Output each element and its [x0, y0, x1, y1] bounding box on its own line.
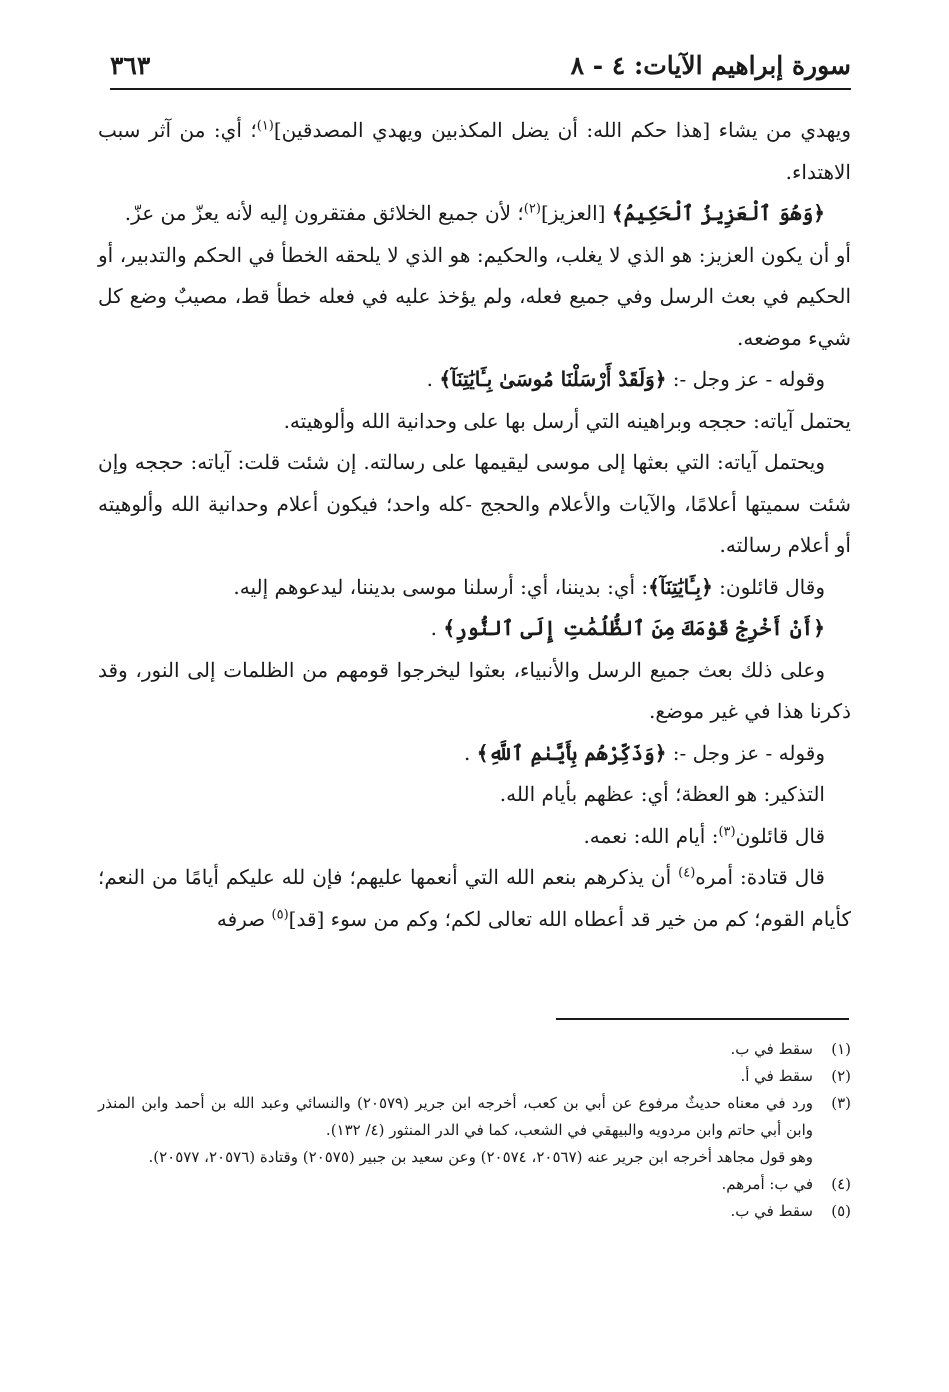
- footnote-ref-5: (٥): [271, 906, 289, 922]
- footnote-number: (٣): [831, 1094, 851, 1112]
- quran-verse: ﴿وَهُوَ ٱلْعَزِيزُ ٱلْحَكِيمُ﴾: [611, 201, 825, 225]
- paragraph-7: وقال قائلون: ﴿بِـَٔايَٰتِنَآ﴾: أي: بديننا، أي: أرسلنا موسى بديننا، ليدعوهم إليه.: [233, 574, 825, 599]
- paragraph-8: ﴿أَنْ أَخْرِجْ قَوْمَكَ مِنَ ٱلظُّلُمَٰتِ إِلَى ٱلنُّورِ﴾ .: [430, 616, 825, 640]
- footnote-text: سقط في أ.: [740, 1067, 813, 1085]
- main-text: [98, 110, 851, 940]
- paragraph-4: وقوله - عز وجل -: ﴿وَلَقَدْ أَرْسَلْنَا مُوسَىٰ بِـَٔايَٰتِنَآ﴾ .: [426, 367, 825, 391]
- footnote-text: سقط في ب.: [730, 1202, 813, 1220]
- paragraph-12: قال قائلون$^{(٣)}$: أيام الله: نعمه.: [583, 823, 825, 848]
- quran-verse: ﴿أَنْ أَخْرِجْ قَوْمَكَ مِنَ ٱلظُّلُمَٰتِ إِلَى ٱلنُّورِ﴾: [443, 616, 825, 640]
- paragraph-5: يحتمل آياته: حججه وبراهينه التي أرسل بها على وحدانية الله وألوهيته.: [283, 408, 851, 433]
- page-number: ٣٦٣: [110, 51, 151, 80]
- quran-verse: ﴿وَذَكِّرْهُم بِأَيَّىٰمِ ٱللَّهِ﴾: [476, 740, 667, 765]
- footnote-number: (٤): [831, 1175, 851, 1193]
- footnote-1: [98, 1036, 851, 1063]
- quran-verse: ﴿بِـَٔايَٰتِنَآ﴾: [648, 574, 713, 599]
- footnote-text-continued: وهو قول مجاهد أخرجه ابن جرير عنه (٢٠٥٦٧، ٢٠٥٧٤) وعن سعيد بن جبير (٢٠٥٧٥) وقتادة (٢٠٥٧٦، ٢٠٥٧٧).: [148, 1148, 813, 1166]
- footnote-ref-4: (٤): [678, 865, 696, 881]
- footnote-ref-1: (١): [256, 118, 274, 134]
- footnote-ref-3: (٣): [718, 823, 736, 839]
- paragraph-6: ويحتمل آياته: التي بعثها إلى موسى ليقيمها على رسالته. إن شئت قلت: آياته: حججه وإن شئت سميتها أعلامًا، والآيات والأعلام والحجج -كله واحد؛ فيكون أعلام وحدانية الله وألوهيته أو أعلام رسالته.: [98, 450, 851, 557]
- paragraph-11: التذكير: هو العظة؛ أي: عظهم بأيام الله.: [499, 782, 825, 806]
- footnote-5: [98, 1198, 851, 1225]
- footnote-2: [98, 1063, 851, 1090]
- footnote-4: [98, 1171, 851, 1198]
- paragraph-2: ﴿وَهُوَ ٱلْعَزِيزُ ٱلْحَكِيمُ﴾ [العزيز]$^{(٢)}$؛ لأن جميع الخلائق مفتقرون إليه لأنه يعزّ من عزّ.: [124, 201, 825, 225]
- footnote-number: (١): [831, 1040, 851, 1058]
- paragraph-10: وقوله - عز وجل -: ﴿وَذَكِّرْهُم بِأَيَّىٰمِ ٱللَّهِ﴾ .: [464, 740, 825, 765]
- footnote-text: سقط في ب.: [730, 1040, 813, 1058]
- footnote-separator: [556, 1018, 849, 1020]
- footnotes: [98, 1036, 851, 1225]
- footnote-number: (٥): [831, 1202, 851, 1220]
- page-header: [110, 44, 851, 90]
- footnote-number: (٢): [831, 1067, 851, 1085]
- running-title: سورة إبراهيم الآيات: ٤ - ٨: [570, 51, 851, 80]
- paragraph-3: أو أن يكون العزيز: هو الذي لا يغلب، والحكيم: هو الذي لا يلحقه الخطأ في الحكم والتدبير، أو الحكيم في بعث الرسل وفي جميع فعله، ولم يؤخذ عليه في فعله خطأ قط، مصيبٌ وضع كل شيء موضعه.: [98, 242, 851, 350]
- paragraph-13: قال قتادة: أمره$^{(٤)}$ أن يذكرهم بنعم الله التي أنعمها عليهم؛ فإن لله عليكم أيامًا من النعم؛ كأيام القوم؛ كم من خير قد أعطاه الله تعالى لكم؛ وكم من سوء [قد]$^{(٥)}$ صرفه: [98, 865, 851, 931]
- footnote-text: في ب: أمرهم.: [721, 1175, 813, 1193]
- footnote-text: ورد في معناه حديثٌ مرفوع عن أبي بن كعب، أخرجه ابن جرير (٢٠٥٧٩) والنسائي وعبد الله بن أحمد وابن المنذر وابن أبي حاتم وابن مردويه والبيهقي في الشعب، كما في الدر المنثور (٤/ ١٣٢).: [98, 1094, 813, 1139]
- footnote-3: [98, 1090, 851, 1171]
- footnote-ref-2: (٢): [523, 201, 541, 217]
- paragraph-1: ويهدي من يشاء [هذا حكم الله: أن يضل المكذبين ويهدي المصدقين]$^{(١)}$؛ أي: من آثر سبب الاهتداء.: [98, 118, 852, 184]
- quran-verse: ﴿وَلَقَدْ أَرْسَلْنَا مُوسَىٰ بِـَٔايَٰتِنَآ﴾: [439, 367, 667, 391]
- paragraph-9: وعلى ذلك بعث جميع الرسل والأنبياء، بعثوا ليخرجوا قومهم من الظلمات إلى النور، وقد ذكرنا هذا في غير موضع.: [98, 657, 851, 723]
